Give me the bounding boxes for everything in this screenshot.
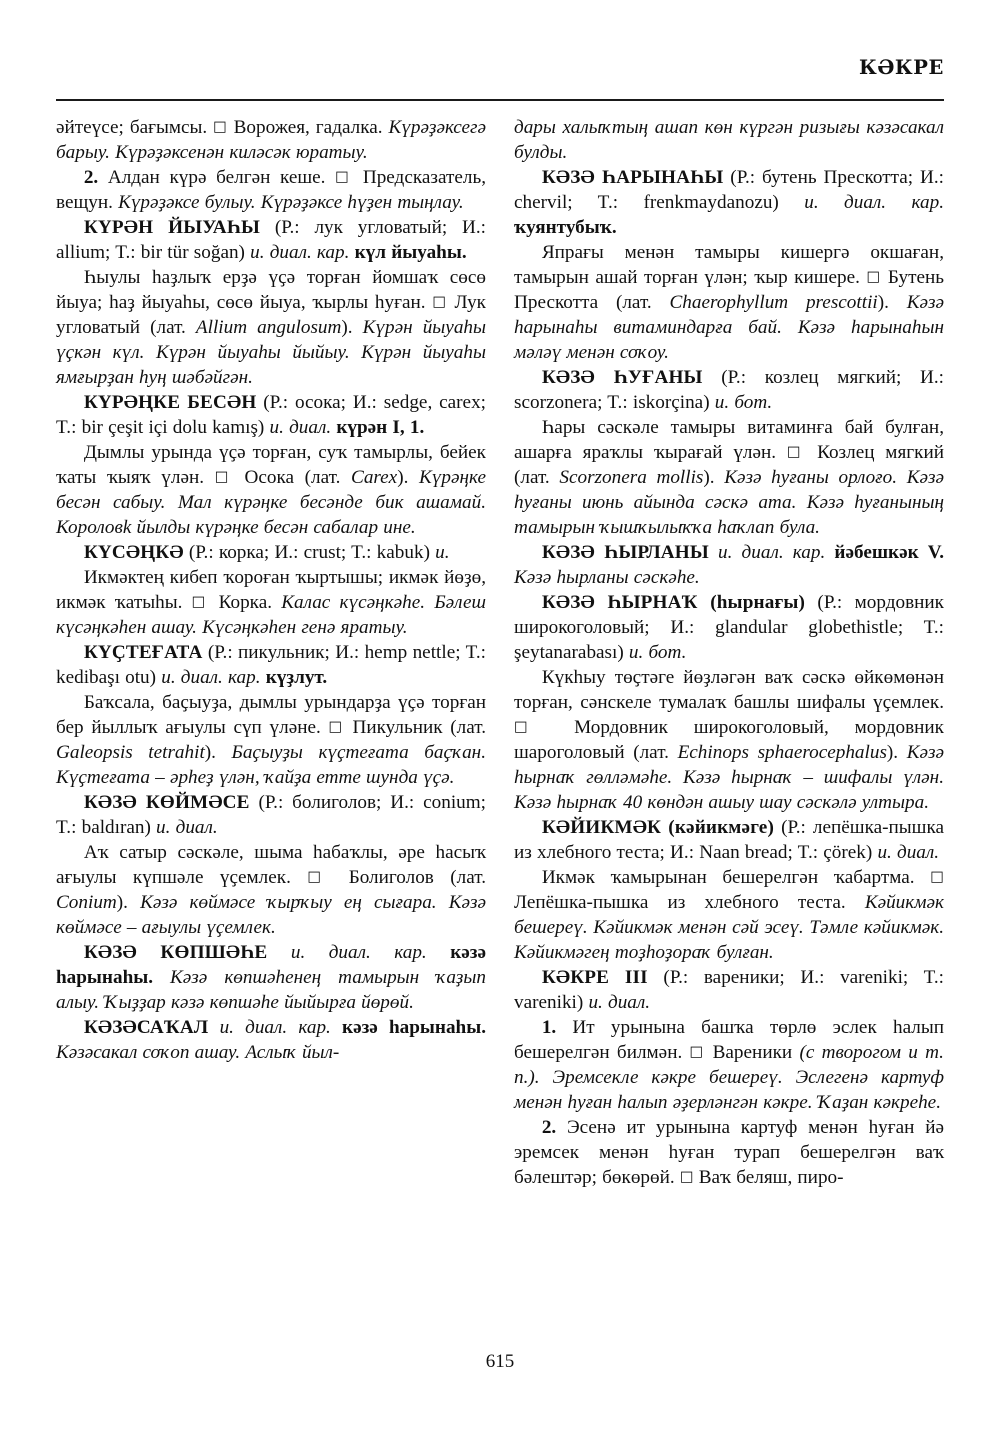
entry-text: (Р.: лепёшка-пышка из хлебного теста; И.: Naan bread; T.: çörek) — [514, 817, 944, 863]
entry-text: Икмәктең кибеп ҡороған ҡыртышы; икмәк йөҙө, икмәк ҡатыһы. — [56, 567, 486, 613]
example-text: и. диал. кар. — [804, 192, 944, 213]
example-text: Күрәҙәксе булыу. Күрәҙәксе һүҙен тыңлау. — [118, 192, 464, 213]
entry-text: Пикульник (лат. — [344, 717, 486, 738]
entry-text: ). — [877, 292, 907, 313]
cross-reference: күҙлут. — [265, 667, 328, 688]
entry-text — [331, 1017, 342, 1038]
sense-delimiter-icon: □ — [786, 444, 807, 460]
entry-text: Ваҡ беляш, пиро- — [693, 1167, 844, 1188]
entry-text: ). — [397, 467, 420, 488]
entry-text: Корка. — [209, 592, 282, 613]
dictionary-entry-paragraph — [514, 1115, 944, 1190]
dictionary-entry-paragraph — [56, 215, 486, 265]
example-text: и. диал. — [588, 992, 651, 1013]
cross-reference: ҡуянтубыҡ. — [514, 217, 617, 238]
cross-reference: күл йыуаһы. — [354, 242, 467, 263]
example-text: Күрәңке бесән сабыу. Мал күрәңке бесәнде бик ашамай. Короловk йылды күрәңке бесән сабалар ине. — [56, 467, 487, 538]
entry-text: Мордовник широкоголовый, мордовник шароголовый (лат. — [514, 717, 945, 763]
entry-text: әйтеүсе; бағымсы. — [56, 117, 214, 138]
entry-text: (Р.: осока; И.: sedge, carex; T.: bir çeşit içi dolu kamış) — [56, 392, 486, 438]
sense-delimiter-icon: □ — [930, 869, 944, 885]
dictionary-entry-paragraph — [56, 640, 486, 690]
sense-delimiter-icon: □ — [432, 294, 448, 310]
entry-text: Аҡ сатыр сәскәле, шыма һабаҡлы, әре һасыҡ ағыулы күпшәле үҫемлек. — [56, 842, 486, 888]
example-text: Кәзә көймәсе ҡырҡыу ең сығара. Кәзә көймәсе – ағыулы үҫемлек. — [56, 892, 487, 938]
entry-text: (Р.: лук угловатый; И.: allium; T.: bir tür soğan) — [56, 217, 486, 263]
entry-text: Һары сәскәле тамыры витаминға бай булған, ашарға яраҡлы ҡырағай үлән. — [514, 417, 944, 463]
example-text: Кәйикмәк бешереү. Кәйикмәк менән сәй эсеү. Тәмле кәйикмәк. Кәйикмәгең тоҙһоҙораҡ булған. — [514, 892, 944, 963]
entry-text: (Р.: козлец мягкий; И.: scorzonera; T.: iskorçina) — [514, 367, 945, 413]
dictionary-entry-paragraph — [56, 165, 486, 215]
entry-headword: КҮРӘН ЙЫУАҺЫ — [83, 217, 261, 238]
example-text: и. диал. кар. — [250, 242, 350, 263]
dictionary-entry-paragraph — [56, 840, 486, 940]
example-text: и. диал. кар. — [290, 942, 427, 963]
example-text: Echinops sphaerocephalus — [677, 742, 887, 763]
example-text: Carex — [351, 467, 398, 488]
entry-text: Дымлы урында үҫә торған, суҡ тамырлы, бейек ҡаты ҡыяҡ үлән. — [56, 442, 486, 488]
example-text: и. бот. — [628, 642, 687, 663]
entry-text: Ворожея, гадалка. — [227, 117, 389, 138]
entry-headword: КӘЗӘ ҺЫРЛАНЫ — [541, 542, 709, 563]
left-column — [56, 115, 486, 1330]
entry-text: Бутень Прескотта (лат. — [514, 267, 944, 313]
example-text: Күрәҙәксегә барыу. Күрәҙәксенән киләсәк юратыу. — [56, 117, 486, 163]
entry-text: Козлец мягкий (лат. — [514, 442, 945, 488]
example-text: Galeopsis tetrahit — [56, 742, 205, 763]
entry-text: (Р.: пикульник; И.: hemp nettle; T.: kedibaşı otu) — [56, 642, 486, 688]
entry-headword: КҮСӘҢКӘ — [83, 542, 184, 563]
running-head: КӘКРЕ — [859, 56, 944, 79]
entry-headword: КҮРӘҢКЕ БЕСӘН — [83, 392, 257, 413]
example-text: Калас күсәңкәһе. Бәлеш күсәңкәһен ашау. Күсәңкәһен генә яратыу. — [56, 592, 486, 638]
dictionary-entry-paragraph — [56, 565, 486, 640]
dictionary-entry-paragraph — [514, 865, 944, 965]
example-text: и. бот. — [714, 392, 773, 413]
example-text: (с творогом и т. п.). Эремсекле кәкре бешереү. Эслегенә картуф менән һуған һалып әҙерләнгән кәкре. Ҡаҙан кәкреһе. — [514, 1042, 944, 1113]
example-text: Chaerophyllum prescottii — [669, 292, 878, 313]
dictionary-entry-paragraph — [56, 440, 486, 540]
example-text: Кәзә көпшәһенең тамырын ҡаҙып алыу. Ҡыҙҙар кәзә көпшәһе йыйырға йөрөй. — [56, 967, 487, 1013]
dictionary-entry-paragraph — [514, 815, 944, 865]
entry-text: Ит урынына башҡа төрлө эслек һалып бешерелгән билмән. — [514, 1017, 944, 1063]
entry-text: Болиголов (лат. — [332, 867, 486, 888]
entry-headword: КӘЙИКМӘК (кәйикмәге) — [541, 817, 775, 838]
right-column — [514, 115, 944, 1330]
dictionary-entry-paragraph — [514, 590, 944, 665]
example-text: и. диал. — [156, 817, 218, 838]
sense-delimiter-icon: □ — [307, 869, 333, 885]
entry-headword: КӘЗӘ ҺУҒАНЫ — [541, 367, 703, 388]
example-text: Кәзә һырнаҡ гөлләмәһе. Кәзә һырнаҡ – шифалы үлән. Кәзә һырнаҡ 40 көндән ашыу шау сәскәлә ултыра. — [514, 742, 944, 813]
dictionary-entry-paragraph — [56, 390, 486, 440]
entry-text: Күкһыу төҫтәге йөҙләгән ваҡ сәскә өйкөмөнән торған, сәнскеле тумалаҡ башлы шифалы үҫемлек. — [514, 667, 944, 713]
entry-text: ). — [341, 317, 363, 338]
entry-headword: КӘЗӘ ҺЫРНАҠ (һырнағы) — [541, 592, 805, 613]
entry-text — [709, 542, 718, 563]
example-text: и. диал. кар. — [718, 542, 826, 563]
entry-headword: КӘКРЕ III — [541, 967, 648, 988]
sense-delimiter-icon: □ — [866, 269, 882, 285]
dictionary-entry-paragraph — [514, 415, 944, 540]
sense-delimiter-icon: □ — [214, 469, 234, 485]
sense-delimiter-icon: □ — [213, 119, 228, 135]
cross-reference: күрән I, 1. — [336, 417, 425, 438]
example-text: и. диал. кар. — [219, 1017, 331, 1038]
example-text: Күрән йыуаһы үҫкән күл. Күрән йыуаһы йыйыу. Күрән йыуаһы ямғырҙан һуң шәбәйгән. — [56, 317, 487, 388]
dictionary-entry-paragraph — [514, 1015, 944, 1115]
dictionary-entry-paragraph — [56, 790, 486, 840]
example-text: Conium — [56, 892, 117, 913]
entry-text: Икмәк ҡамырынан бешерелгән ҡабартма. — [541, 867, 931, 888]
entry-text: (Р.: корка; И.: crust; T.: kabuk) — [183, 542, 436, 563]
dictionary-entry-paragraph — [514, 965, 944, 1015]
page-number: 615 — [485, 1351, 515, 1372]
entry-text: Осока (лат. — [233, 467, 352, 488]
entry-headword: КӘЗӘ КӨЙМӘСЕ — [83, 792, 250, 813]
entry-text: ). — [116, 892, 141, 913]
example-text: Кәзәсакал соҡоп ашау. Аслыҡ йыл- — [56, 1042, 340, 1063]
dictionary-entry-paragraph — [56, 540, 486, 565]
sense-delimiter-icon: □ — [689, 1044, 706, 1060]
entry-text — [427, 942, 450, 963]
entry-text: Эсенә ит урынына картуф менән һуған йә эремсек менән һуған турап бешерелгән ваҡ бәлештәр; бөкөрөй. — [514, 1117, 944, 1188]
entry-text: Һыулы һаҙлыҡ ерҙә үҫә торған йомшаҡ сөсө йыуа; һаҙ йыуаһы, сөсө йыуа, ҡырлы һуған. — [56, 267, 486, 313]
example-text: и. диал. — [877, 842, 940, 863]
example-text: Баҫыуҙы күҫтеғата баҫҡан. Күҫтеғата – әрһеҙ үлән, ҡайҙа етте шунда үҫә. — [56, 742, 486, 788]
entry-headword: КӘЗӘСАҠАЛ — [83, 1017, 209, 1038]
sense-delimiter-icon: □ — [191, 594, 210, 610]
sense-delimiter-icon: □ — [328, 719, 345, 735]
dictionary-entry-paragraph — [56, 1015, 486, 1065]
example-text: Кәзә һырланы сәскәһе. — [514, 567, 700, 588]
dictionary-entry-paragraph — [514, 365, 944, 415]
entry-text: Баҡсала, баҫыуҙа, дымлы урындарҙа үҫә торған бер йыллыҡ ағыулы сүп үләне. — [56, 692, 486, 738]
example-text: Кәзә һуғаны орлоғо. Кәзә һуғаны июнь айында сәскә ата. Кәзә һуғанының тамырын ҡышҡылыҡҡа һаҡлап була. — [514, 467, 944, 538]
entry-text — [208, 1017, 219, 1038]
entry-text: (Р.: мордовник широкоголовый; И.: glandular globethistle; T.: şeytanarabası) — [514, 592, 944, 663]
entry-text — [267, 942, 290, 963]
cross-reference: 2. — [83, 167, 99, 188]
example-text: Scorzonera mollis — [559, 467, 704, 488]
dictionary-entry-paragraph — [514, 165, 944, 240]
cross-reference: йәбешкәк V. — [834, 542, 944, 563]
entry-text: Лук угловатый (лат. — [56, 292, 486, 338]
cross-reference: кәзә һарынаһы. — [342, 1017, 486, 1038]
dictionary-entry-paragraph — [514, 115, 944, 165]
entry-text — [153, 967, 170, 988]
text-columns — [56, 115, 944, 1330]
entry-headword: КӘЗӘ ҺАРЫНАҺЫ — [541, 167, 724, 188]
entry-text: Алдан күрә белгән кеше. — [98, 167, 336, 188]
cross-reference: 1. — [541, 1017, 557, 1038]
entry-headword: КӘЗӘ КӨПШӘҺЕ — [83, 942, 268, 963]
dictionary-entry-paragraph — [56, 690, 486, 790]
entry-text: ). — [204, 742, 232, 763]
entry-text: (Р.: бутень Прескотта; И.: chervil; T.: frenkmaydanozu) — [514, 167, 944, 213]
example-text: и. диал. — [269, 417, 332, 438]
sense-delimiter-icon: □ — [514, 719, 549, 735]
dictionary-entry-paragraph — [514, 240, 944, 365]
entry-text: ). — [703, 467, 725, 488]
dictionary-entry-paragraph — [56, 940, 486, 1015]
example-text: и. — [435, 542, 450, 563]
example-text: и. диал. кар. — [161, 667, 261, 688]
dictionary-entry-paragraph — [514, 665, 944, 815]
dictionary-entry-paragraph — [56, 115, 486, 165]
dictionary-entry-paragraph — [514, 540, 944, 590]
entry-text: Лепёшка-пышка из хлебного теста. — [514, 892, 865, 913]
entry-text: Предсказатель, вещун. — [56, 167, 487, 213]
entry-headword: КҮҪТЕҒАТА — [83, 642, 203, 663]
header-rule — [56, 99, 944, 101]
entry-text: Вареники — [705, 1042, 800, 1063]
example-text: дары халыҡтың ашап көн күргән ризығы кәзәсакал булды. — [514, 117, 944, 163]
sense-delimiter-icon: □ — [679, 1169, 694, 1185]
cross-reference: 2. — [541, 1117, 557, 1138]
entry-text: Япрағы менән тамыры кишергә окшаған, тамырын ашай торған үлән; ҡыр кишере. — [514, 242, 944, 288]
example-text: Allium angulosum — [195, 317, 342, 338]
entry-text: ). — [886, 742, 907, 763]
entry-text: (Р.: вареники; И.: vareniki; T.: vareniki) — [514, 967, 945, 1013]
dictionary-entry-paragraph — [56, 265, 486, 390]
cross-reference: кәзә һарынаһы. — [56, 942, 486, 988]
page-header — [56, 58, 944, 102]
sense-delimiter-icon: □ — [335, 169, 354, 185]
entry-text: (Р.: болиголов; И.: conium; T.: baldıran) — [56, 792, 487, 838]
example-text: Кәзә һарынаһы витаминдарға бай. Кәзә һарынаһын мәләү менән соҡоу. — [514, 292, 944, 363]
